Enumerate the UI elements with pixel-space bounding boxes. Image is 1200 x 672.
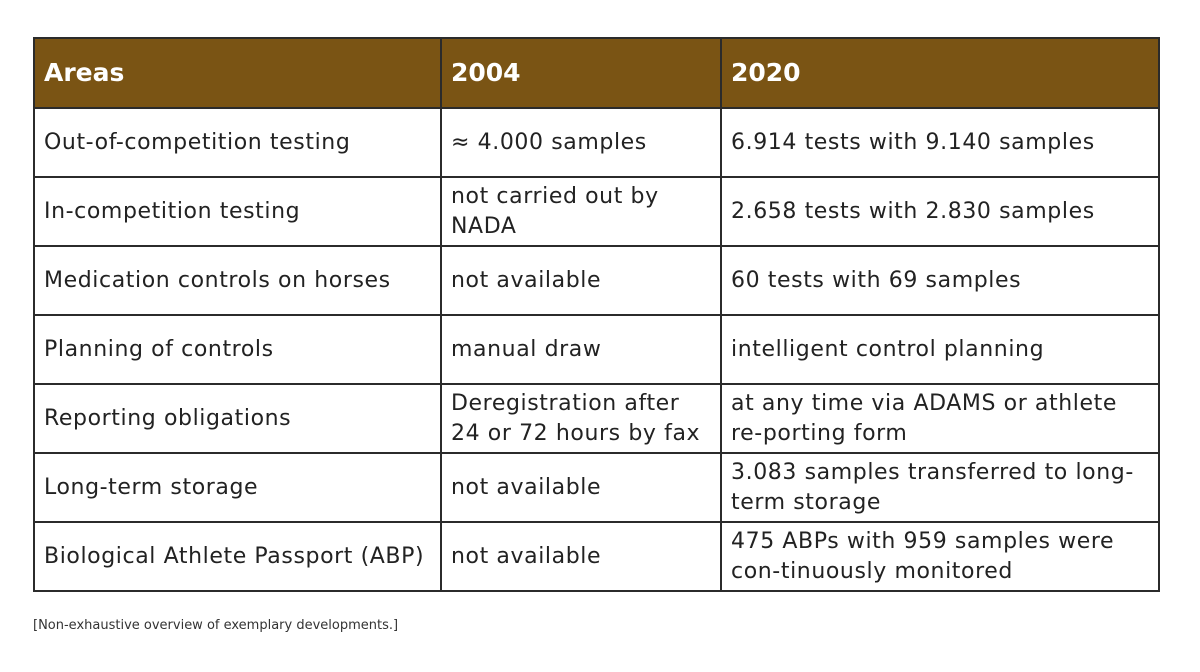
cell-2004: not carried out by NADA	[441, 177, 721, 246]
table-row	[34, 453, 1159, 522]
cell-2020: at any time via ADAMS or athlete re-porting form	[721, 384, 1159, 453]
cell-area: Medication controls on horses	[34, 246, 441, 315]
cell-2004: ≈ 4.000 samples	[441, 108, 721, 177]
cell-area: Planning of controls	[34, 315, 441, 384]
cell-2004: not available	[441, 522, 721, 591]
developments-table	[33, 37, 1160, 592]
cell-2020: 3.083 samples transferred to long-term storage	[721, 453, 1159, 522]
cell-area: Reporting obligations	[34, 384, 441, 453]
cell-2004: Deregistration after 24 or 72 hours by fax	[441, 384, 721, 453]
cell-2020: 6.914 tests with 9.140 samples	[721, 108, 1159, 177]
cell-2020: intelligent control planning	[721, 315, 1159, 384]
table-row	[34, 246, 1159, 315]
header-areas: Areas	[34, 38, 441, 108]
cell-2004: not available	[441, 453, 721, 522]
table-header-row	[34, 38, 1159, 108]
cell-2020: 2.658 tests with 2.830 samples	[721, 177, 1159, 246]
table-row	[34, 522, 1159, 591]
cell-2020: 60 tests with 69 samples	[721, 246, 1159, 315]
table-row	[34, 315, 1159, 384]
cell-2004: not available	[441, 246, 721, 315]
cell-2020: 475 ABPs with 959 samples were con-tinuously monitored	[721, 522, 1159, 591]
table-row	[34, 108, 1159, 177]
table-row	[34, 177, 1159, 246]
header-2004: 2004	[441, 38, 721, 108]
cell-2004: manual draw	[441, 315, 721, 384]
cell-area: Biological Athlete Passport (ABP)	[34, 522, 441, 591]
cell-area: In-competition testing	[34, 177, 441, 246]
footnote: [Non-exhaustive overview of exemplary developments.]	[33, 618, 399, 633]
cell-area: Out-of-competition testing	[34, 108, 441, 177]
cell-area: Long-term storage	[34, 453, 441, 522]
table-row	[34, 384, 1159, 453]
header-2020: 2020	[721, 38, 1159, 108]
